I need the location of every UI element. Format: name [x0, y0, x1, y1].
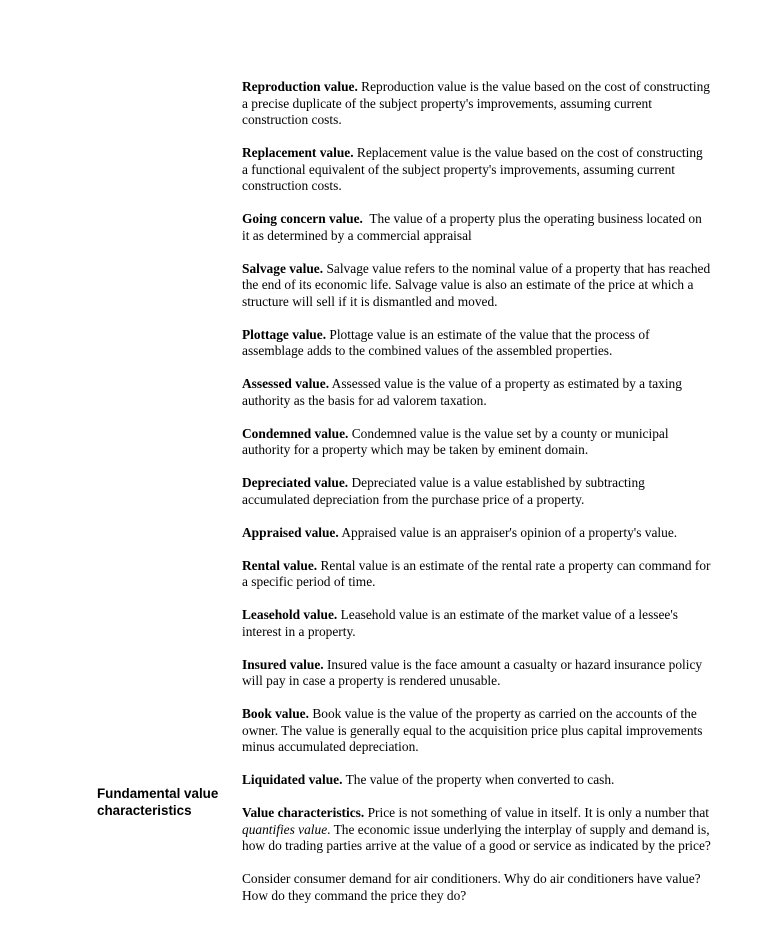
term: Replacement value.	[242, 145, 354, 160]
term: Plottage value.	[242, 326, 327, 342]
term: Reproduction value.	[242, 79, 358, 94]
definition-text: Assessed value is the value of a property as estimated by a taxing authority as the basis for ad valorem taxation.	[242, 376, 682, 408]
definition-text: Appraised value is an appraiser's opinion of a property's value.	[338, 524, 678, 540]
definition-reproduction-value	[242, 79, 712, 129]
definition-text: Depreciated value is a value established by subtracting accumulated depreciation from the purchase price of a property.	[242, 475, 645, 507]
definition-insured-value	[242, 657, 712, 690]
definition-depreciated-value	[242, 475, 712, 508]
definition-liquidated-value	[242, 772, 712, 789]
definition-rental-value	[242, 558, 712, 591]
paragraph-text: Price is not something of value in itself. It is only a number that	[364, 805, 709, 820]
definition-text: Rental value is an estimate of the rental rate a property can command for a specific period of time.	[242, 557, 711, 589]
term: Depreciated value.	[242, 475, 349, 490]
term: Condemned value.	[242, 425, 349, 441]
term: Rental value.	[242, 557, 318, 573]
definition-text: Salvage value refers to the nominal value of a property that has reached the end of its economic life. Salvage value is also an estimate of the price at which a structure will sell if it is dismantled and moved.	[242, 260, 711, 309]
closing-paragraph: Consider consumer demand for air conditioners. Why do air conditioners have value? How do they command the price they do?	[242, 871, 701, 903]
definition-text: Plottage value is an estimate of the value that the process of assemblage adds to the combined values of the assembled properties.	[242, 326, 650, 358]
definition-condemned-value	[242, 426, 712, 459]
term: Appraised value.	[242, 524, 339, 540]
term: Salvage value.	[242, 260, 324, 276]
definition-text: Reproduction value is the value based on the cost of constructing a precise duplicate of the subject property's improvements, assuming current construction costs.	[242, 79, 710, 127]
definitions-column	[242, 79, 712, 921]
definition-going-concern-value	[242, 211, 712, 244]
term: Going concern value.	[242, 211, 363, 226]
side-heading-line: characteristics	[97, 803, 192, 818]
value-characteristics-paragraph	[242, 805, 712, 855]
definition-text: Leasehold value is an estimate of the market value of a lessee's interest in a property.	[242, 607, 679, 639]
side-heading	[97, 785, 237, 819]
definition-assessed-value	[242, 376, 712, 409]
term: Value characteristics.	[242, 805, 365, 820]
definition-salvage-value	[242, 261, 712, 311]
definition-plottage-value	[242, 327, 712, 360]
definition-appraised-value	[242, 525, 712, 542]
term: Insured value.	[242, 656, 324, 672]
definition-text: The value of a property plus the operating business located on it as determined by a commercial appraisal	[242, 211, 706, 243]
term: Leasehold value.	[242, 607, 338, 622]
side-heading-line: Fundamental value	[97, 786, 219, 801]
definition-replacement-value	[242, 145, 712, 195]
emphasized-text: quantifies value	[242, 821, 328, 837]
term: Liquidated value.	[242, 772, 343, 787]
definition-leasehold-value	[242, 607, 712, 640]
definition-text: Book value is the value of the property as carried on the accounts of the owner. The value is generally equal to the acquisition price plus capital improvements minus accumulated depreciation.	[242, 706, 703, 754]
definition-text: Insured value is the face amount a casualty or hazard insurance policy will pay in case a property is rendered unusable.	[242, 656, 703, 688]
definition-text: The value of the property when converted to cash.	[342, 772, 615, 787]
paragraph-text: . The economic issue underlying the interplay of supply and demand is, how do trading parties arrive at the value of a good or service as indicated by the price?	[242, 821, 711, 853]
term: Book value.	[242, 706, 309, 721]
term: Assessed value.	[242, 376, 330, 391]
definition-text: Replacement value is the value based on the cost of constructing a functional equivalent of the subject property's improvements, assuming current construction costs.	[242, 145, 703, 193]
definition-book-value	[242, 706, 712, 756]
definition-text: Condemned value is the value set by a county or municipal authority for a property which may be taken by eminent domain.	[242, 425, 669, 457]
